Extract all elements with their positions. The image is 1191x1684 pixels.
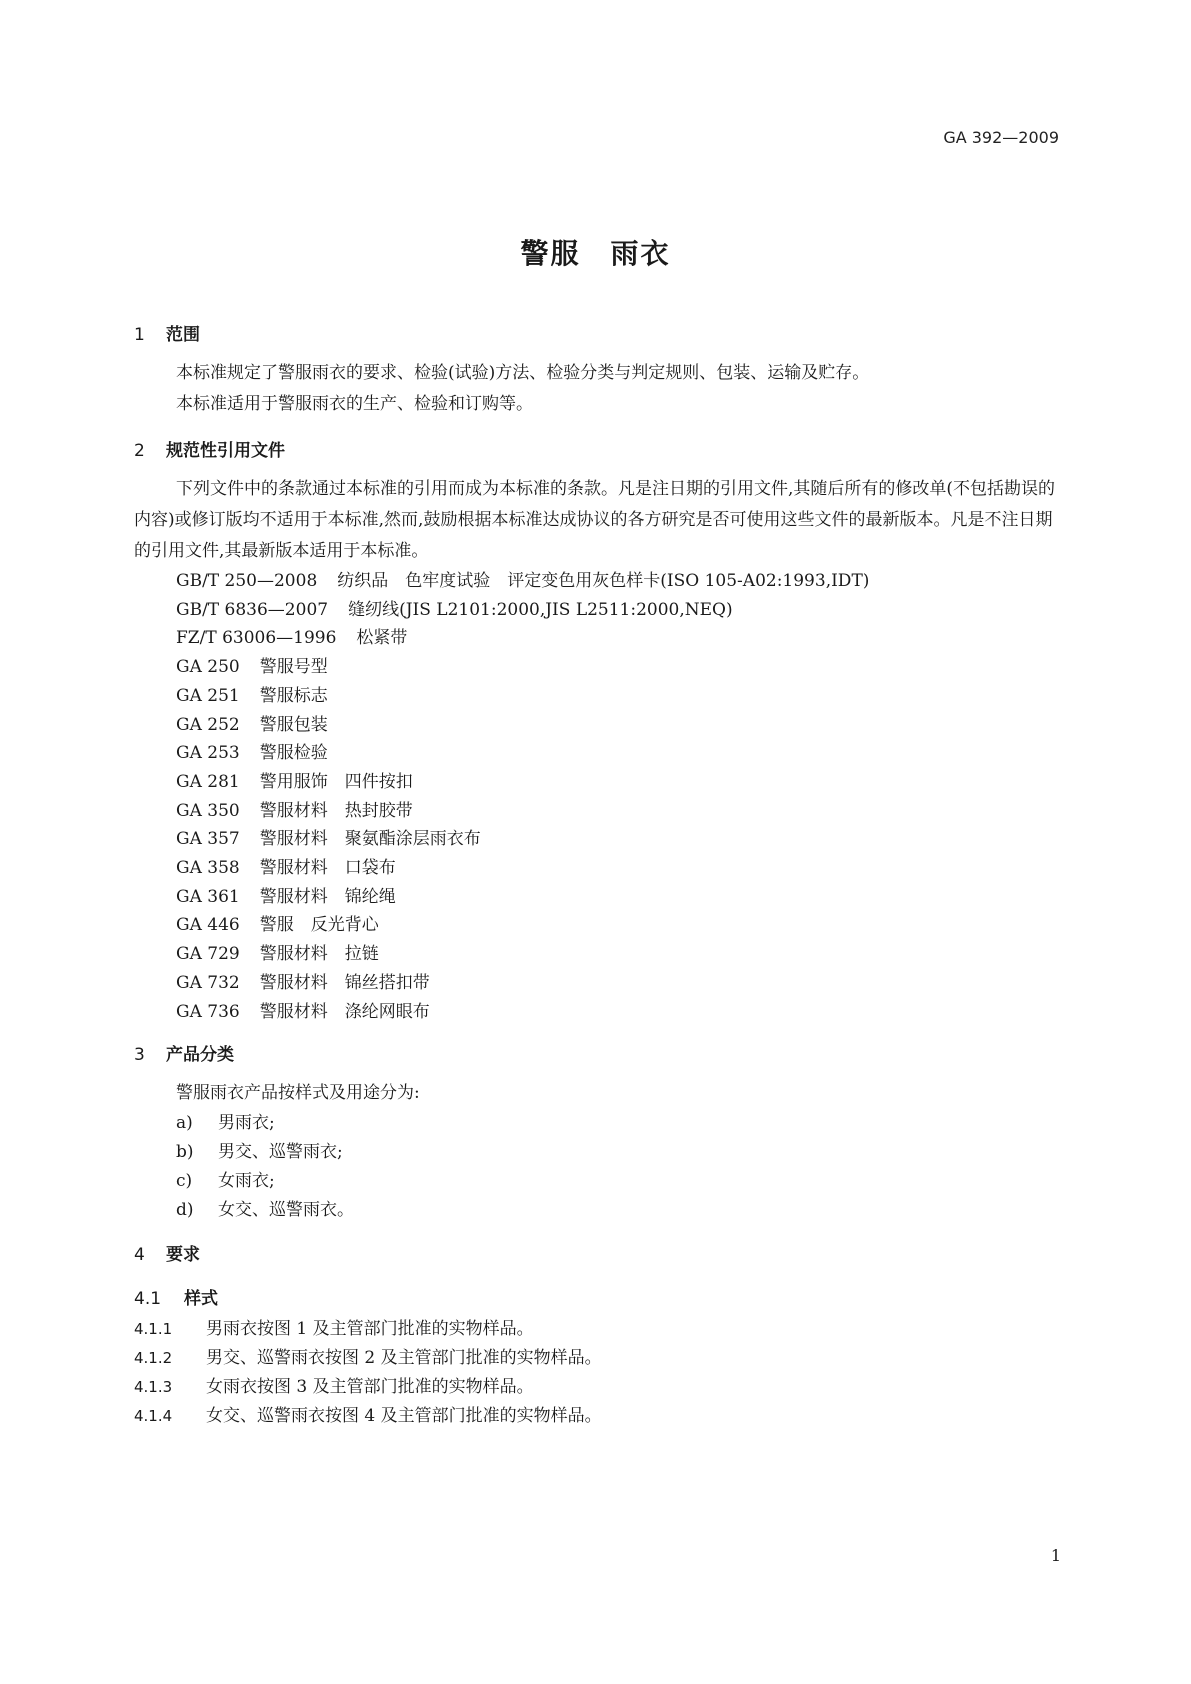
reference-item (176, 767, 413, 792)
reference-code: GA 252 (176, 714, 240, 735)
reference-code: GA 736 (176, 1001, 240, 1022)
reference-title: 警服材料 锦丝搭扣带 (259, 972, 430, 993)
reference-code: GA 250 (176, 657, 240, 678)
section-2-heading (134, 436, 285, 461)
item-label: b) (176, 1142, 194, 1162)
reference-title: 警服 反光背心 (259, 915, 379, 936)
reference-code: GA 446 (176, 915, 240, 936)
subsection-number: 4.1 (134, 1289, 162, 1309)
reference-title: 警服检验 (259, 743, 328, 764)
reference-item (176, 853, 396, 878)
clause-text: 女交、巡警雨衣按图 4 及主管部门批准的实物样品。 (206, 1406, 602, 1426)
reference-title: 警服材料 聚氨酯涂层雨衣布 (259, 829, 481, 850)
section-number: 3 (134, 1045, 145, 1065)
reference-item (176, 595, 733, 620)
section-1-paragraph: 本标准规定了警服雨衣的要求、检验(试验)方法、检验分类与判定规则、包装、运输及贮存。 (176, 363, 870, 383)
reference-title: 警服标志 (259, 685, 328, 706)
reference-item (176, 939, 379, 964)
reference-item (176, 738, 328, 763)
reference-title: 警服材料 口袋布 (259, 858, 396, 878)
reference-item (176, 710, 328, 735)
item-label: d) (176, 1200, 194, 1220)
classification-item (176, 1137, 343, 1162)
reference-code: GA 361 (176, 886, 240, 907)
reference-item (176, 882, 396, 907)
section-number: 2 (134, 441, 145, 461)
reference-item (176, 796, 413, 821)
reference-item (176, 968, 430, 993)
item-label: c) (176, 1171, 193, 1191)
section-1-heading (134, 320, 200, 345)
reference-item (176, 910, 379, 935)
reference-item (176, 681, 328, 706)
section-3-intro: 警服雨衣产品按样式及用途分为: (176, 1083, 420, 1103)
item-label: a) (176, 1113, 193, 1133)
clause-item (134, 1314, 534, 1339)
section-title: 规范性引用文件 (166, 441, 285, 461)
reference-code: GA 358 (176, 858, 240, 878)
clause-text: 男交、巡警雨衣按图 2 及主管部门批准的实物样品。 (206, 1348, 602, 1368)
clause-number: 4.1.3 (134, 1378, 173, 1396)
classification-item (176, 1166, 275, 1191)
reference-item (176, 623, 407, 648)
reference-item (176, 997, 430, 1022)
clause-item (134, 1401, 602, 1426)
reference-item (176, 566, 869, 591)
section-4-heading (134, 1240, 200, 1265)
reference-code: GA 729 (176, 944, 240, 965)
reference-item (176, 824, 481, 849)
reference-title: 警服材料 锦纶绳 (259, 886, 396, 907)
clause-number: 4.1.4 (134, 1407, 173, 1425)
clause-item (134, 1343, 602, 1368)
section-2-intro: 下列文件中的条款通过本标准的引用而成为本标准的条款。凡是注日期的引用文件,其随后所有的修改单(不包括勘误的内容)或修订版均不适用于本标准,然而,鼓励根据本标准达成协议的各方研究是否可使用这些文件的最新版本。凡是不注日期的引用文件,其最新版本适用于本标准。 (134, 479, 1056, 561)
reference-title: 警用服饰 四件按扣 (259, 771, 413, 792)
reference-code: GA 253 (176, 743, 240, 764)
reference-title: 纺织品 色牢度试验 评定变色用灰色样卡(ISO 105-A02:1993,IDT) (337, 571, 870, 591)
classification-item (176, 1108, 275, 1133)
subsection-4-1-heading (134, 1284, 218, 1309)
section-1-paragraph: 本标准适用于警服雨衣的生产、检验和订购等。 (176, 394, 533, 414)
document-title: 警服 雨衣 (520, 237, 671, 270)
reference-item (176, 652, 328, 677)
item-text: 男雨衣; (218, 1113, 275, 1133)
reference-code: FZ/T 63006—1996 (176, 628, 337, 649)
section-3-heading (134, 1040, 234, 1065)
item-text: 女交、巡警雨衣。 (218, 1200, 354, 1220)
classification-item (176, 1195, 354, 1220)
section-title: 范围 (166, 325, 200, 345)
reference-code: GA 281 (176, 771, 240, 792)
reference-title: 警服材料 涤纶网眼布 (259, 1001, 430, 1022)
reference-title: 缝纫线(JIS L2101:2000,JIS L2511:2000,NEQ) (348, 599, 733, 620)
reference-code: GB/T 6836—2007 (176, 599, 329, 620)
clause-item (134, 1372, 534, 1397)
reference-title: 警服包装 (259, 714, 328, 735)
subsection-title: 样式 (184, 1289, 218, 1309)
section-number: 1 (134, 325, 145, 345)
item-text: 男交、巡警雨衣; (218, 1142, 343, 1162)
standard-code: GA 392—2009 (943, 128, 1059, 147)
reference-title: 警服材料 拉链 (259, 944, 379, 965)
reference-code: GA 357 (176, 829, 240, 850)
clause-number: 4.1.1 (134, 1320, 173, 1338)
reference-title: 松紧带 (356, 628, 408, 649)
page-number: 1 (1050, 1546, 1061, 1565)
clause-text: 女雨衣按图 3 及主管部门批准的实物样品。 (206, 1377, 534, 1397)
reference-title: 警服号型 (259, 657, 328, 678)
clause-text: 男雨衣按图 1 及主管部门批准的实物样品。 (206, 1319, 534, 1339)
reference-code: GA 732 (176, 972, 240, 993)
reference-code: GA 350 (176, 800, 240, 821)
reference-code: GB/T 250—2008 (176, 571, 318, 591)
reference-title: 警服材料 热封胶带 (259, 800, 413, 821)
reference-code: GA 251 (176, 685, 240, 706)
section-title: 要求 (166, 1245, 200, 1265)
section-title: 产品分类 (166, 1045, 234, 1065)
section-number: 4 (134, 1245, 145, 1265)
clause-number: 4.1.2 (134, 1349, 173, 1367)
item-text: 女雨衣; (218, 1171, 275, 1191)
